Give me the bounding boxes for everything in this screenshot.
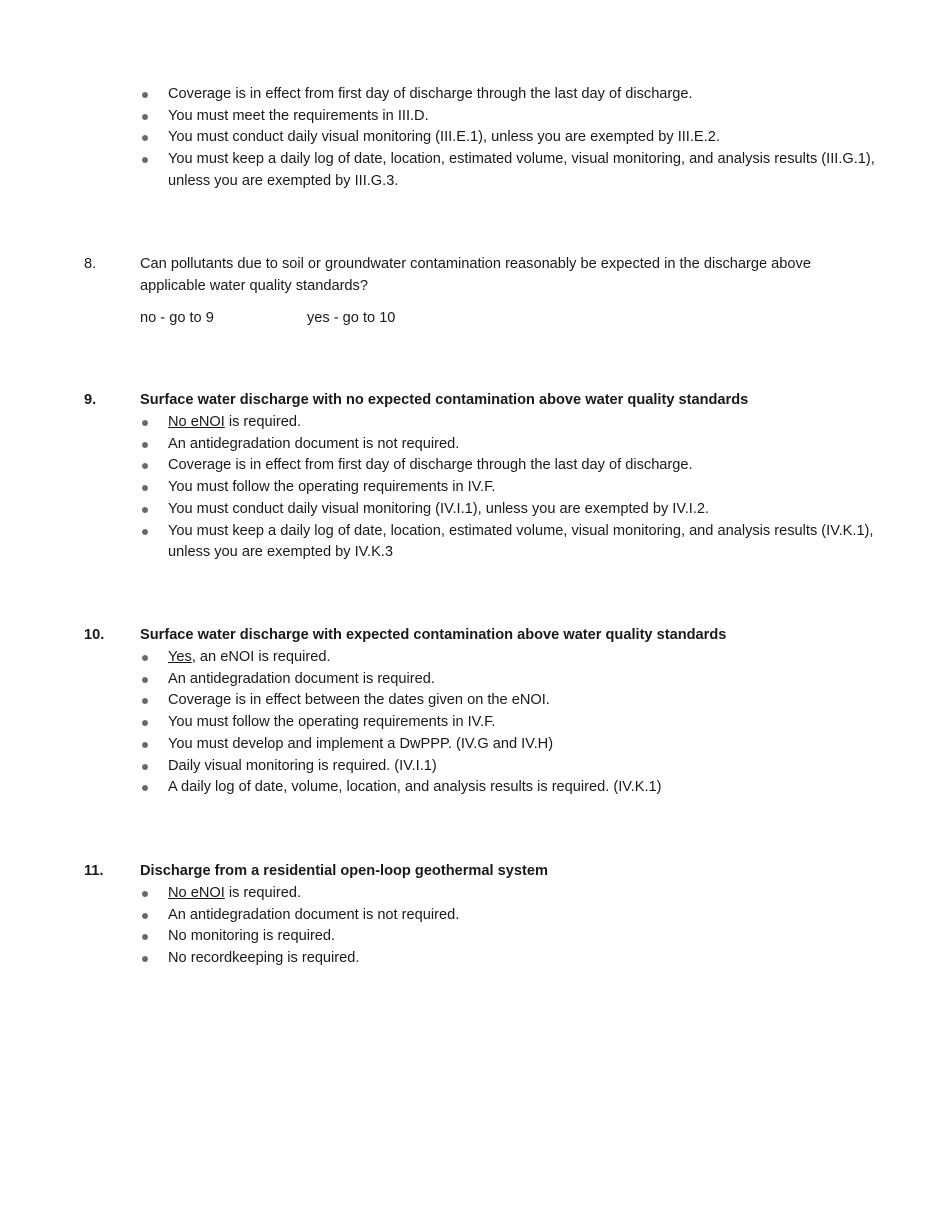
list-item-text: You must meet the requirements in III.D. [168, 107, 429, 124]
section-9-number: 9. [84, 392, 97, 408]
section-9-heading: Surface water discharge with no expected contamination above water quality standards [140, 392, 749, 408]
section-11-heading: Discharge from a residential open-loop geothermal system [140, 863, 548, 879]
list-item [140, 777, 880, 799]
list-item [140, 477, 880, 499]
list-item [140, 127, 880, 149]
bullet-icon [142, 956, 148, 962]
list-item [140, 734, 880, 756]
bullet-icon [142, 785, 148, 791]
list-item-text: A daily log of date, volume, location, and analysis results is required. (IV.K.1) [168, 779, 662, 796]
list-item-text: is required. [224, 885, 302, 901]
list-item-text: No monitoring is required. [168, 928, 336, 945]
underlined-text: No eNOI [168, 414, 225, 430]
section-9-list [140, 412, 880, 564]
bullet-icon [142, 655, 148, 661]
section-10-list [140, 647, 880, 799]
section-11-number: 11. [84, 863, 104, 879]
bullet-icon [142, 135, 148, 141]
section-11-list [140, 883, 880, 970]
bullet-icon [142, 742, 148, 748]
bullet-icon [142, 157, 148, 163]
underlined-text: Yes [168, 649, 192, 665]
bullet-icon [142, 913, 148, 919]
bullet-icon [142, 420, 148, 426]
list-item [140, 434, 880, 456]
list-item-text: Coverage is in effect from first day of discharge through the last day of discharge. [168, 86, 693, 102]
list-item [140, 690, 880, 712]
list-item-text: You must conduct daily visual monitoring (III.E.1), unless you are exempted by III.E.2. [168, 129, 720, 146]
list-item-text: You must follow the operating requirements in IV.F. [168, 479, 496, 496]
list-item [140, 756, 880, 778]
list-item-text: , an eNOI is required. [191, 649, 331, 665]
list-item-text: You must develop and implement a DwPPP. (IV.G and IV.H) [168, 735, 554, 752]
list-item [140, 149, 880, 192]
list-item [140, 926, 880, 948]
bullet-icon [142, 891, 148, 897]
bullet-icon [142, 442, 148, 448]
section-10-number: 10. [84, 627, 105, 643]
list-item-text: Daily visual monitoring is required. (IV.I.1) [168, 757, 437, 774]
list-item [140, 712, 880, 734]
list-item-text: You must conduct daily visual monitoring (IV.I.1), unless you are exempted by IV.I.2. [168, 500, 710, 517]
choice-yes: yes - go to 10 [307, 310, 396, 326]
bullet-icon [142, 764, 148, 770]
list-item [140, 412, 880, 434]
choice-no: no - go to 9 [140, 310, 214, 326]
bullet-icon [142, 485, 148, 491]
bullet-icon [142, 463, 148, 469]
list-item [140, 647, 880, 669]
list-item [140, 521, 880, 564]
list-item-text: You must keep a daily log of date, location, estimated volume, visual monitoring, and analysis results (III.G.1), unless you are exempted by III.G.3. [168, 151, 875, 189]
list-item-text: You must follow the operating requirements in IV.F. [168, 714, 496, 731]
bullet-icon [142, 720, 148, 726]
bullet-icon [142, 92, 148, 98]
question-8-text: Can pollutants due to soil or groundwater contamination reasonably be expected in the discharge above applicable water quality standards? [140, 256, 811, 294]
list-item-text: An antidegradation document is not required. [168, 906, 460, 923]
question-8-number: 8. [84, 256, 97, 272]
list-item [140, 106, 880, 128]
list-item-text: Coverage is in effect from first day of discharge through the last day of discharge. [168, 457, 693, 474]
list-item [140, 499, 880, 521]
underlined-text: No eNOI [168, 885, 225, 901]
list-item [140, 905, 880, 927]
section-10-heading: Surface water discharge with expected contamination above water quality standards [140, 627, 727, 643]
list-item-text: Coverage is in effect between the dates given on the eNOI. [168, 692, 550, 709]
list-item-text: is required. [224, 414, 302, 430]
list-item [140, 669, 880, 691]
bullet-icon [142, 529, 148, 535]
top-bullet-list [140, 84, 880, 193]
list-item-text: You must keep a daily log of date, location, estimated volume, visual monitoring, and analysis results (IV.K.1), unless you are exempted by IV.K.3 [168, 522, 874, 561]
bullet-icon [142, 934, 148, 940]
bullet-icon [142, 114, 148, 120]
bullet-icon [142, 698, 148, 704]
list-item [140, 455, 880, 477]
bullet-icon [142, 677, 148, 683]
list-item-text: An antidegradation document is required. [168, 670, 435, 687]
bullet-icon [142, 507, 148, 513]
list-item [140, 84, 880, 106]
list-item [140, 948, 880, 970]
list-item-text: An antidegradation document is not required. [168, 435, 460, 452]
list-item [140, 883, 880, 905]
list-item-text: No recordkeeping is required. [168, 950, 360, 967]
